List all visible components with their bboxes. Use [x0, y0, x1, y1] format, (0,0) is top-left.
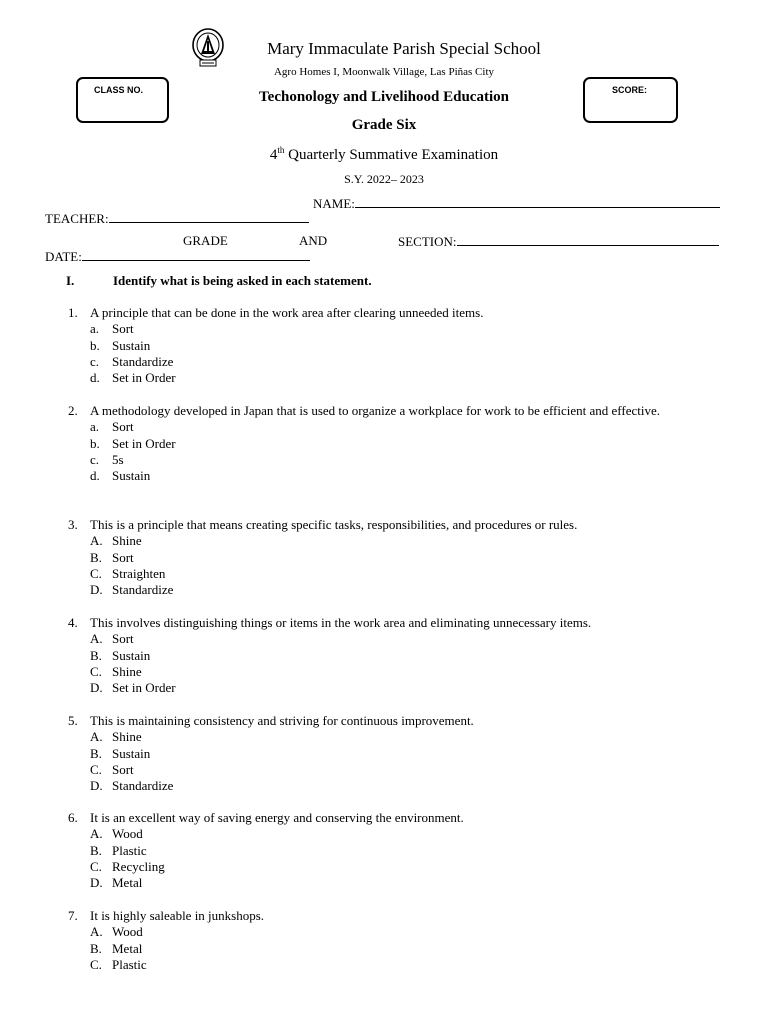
option-text: Shine [112, 729, 142, 745]
option-letter: A. [90, 729, 103, 745]
option-text: Wood [112, 826, 143, 842]
option-letter: C. [90, 858, 102, 874]
school-address: Agro Homes I, Moonwalk Village, Las Piñas City [273, 66, 495, 78]
option-text: 5s [112, 451, 124, 467]
option[interactable] [90, 664, 708, 680]
option-text: Set in Order [112, 680, 176, 696]
option-text: Sort [112, 631, 134, 647]
section-line[interactable] [457, 233, 719, 246]
question-text: This is maintaining consistency and striving for continuous improvement. [90, 713, 474, 728]
question-number: 6. [68, 810, 78, 825]
option-letter: a. [90, 321, 100, 337]
option-letter: D. [90, 680, 103, 696]
question-number: 4. [68, 615, 78, 630]
option[interactable] [90, 582, 708, 598]
option-letter: b. [90, 435, 100, 451]
section-label: SECTION: [398, 234, 457, 249]
option[interactable] [90, 826, 708, 842]
option-text: Set in Order [112, 435, 176, 451]
option-letter: a. [90, 419, 100, 435]
option[interactable] [90, 566, 708, 582]
option[interactable] [90, 859, 708, 875]
option[interactable] [90, 631, 708, 647]
option-letter: B. [90, 549, 102, 565]
option-letter: d. [90, 370, 100, 386]
question-text: This is a principle that means creating specific tasks, responsibilities, and procedures or rules. [90, 517, 578, 532]
question-7 [68, 908, 708, 973]
option[interactable] [90, 746, 708, 762]
option[interactable] [90, 468, 708, 484]
option-text: Plastic [112, 842, 147, 858]
exam-title-text: Quarterly Summative Examination [284, 147, 499, 163]
question-text: This involves distinguishing things or items in the work area and eliminating unnecessary items. [90, 615, 592, 630]
option[interactable] [90, 419, 708, 435]
option-text: Sort [112, 419, 134, 435]
option-letter: A. [90, 533, 103, 549]
and-label: AND [299, 233, 328, 248]
option[interactable] [90, 843, 708, 859]
option[interactable] [90, 957, 708, 973]
exam-ordinal-suffix: th [277, 145, 285, 155]
option-letter: C. [90, 663, 102, 679]
option-letter: C. [90, 956, 102, 972]
option[interactable] [90, 436, 708, 452]
option[interactable] [90, 924, 708, 940]
option-text: Standardize [112, 582, 174, 598]
option-text: Shine [112, 663, 142, 679]
option-text: Standardize [112, 778, 174, 794]
option-letter: A. [90, 924, 103, 940]
option-text: Shine [112, 533, 142, 549]
grade-label: GRADE [183, 233, 228, 248]
question-text: A methodology developed in Japan that is used to organize a workplace for work to be efficient and effective. [90, 403, 661, 418]
name-label: NAME: [313, 196, 355, 211]
option-text: Set in Order [112, 370, 176, 386]
question-5 [68, 713, 708, 794]
question-number: 7. [68, 908, 78, 923]
name-line[interactable] [355, 195, 720, 208]
date-line[interactable] [82, 248, 310, 261]
exam-ordinal: 4 [269, 147, 278, 163]
question-4 [68, 615, 708, 696]
option[interactable] [90, 941, 708, 957]
question-6 [68, 810, 708, 891]
option[interactable] [90, 729, 708, 745]
option-letter: A. [90, 631, 103, 647]
option-text: Plastic [112, 956, 147, 972]
option-letter: B. [90, 842, 102, 858]
option-letter: C. [90, 761, 102, 777]
school-name: Mary Immaculate Parish Special School [267, 39, 541, 58]
option-text: Recycling [112, 858, 165, 874]
option[interactable] [90, 338, 708, 354]
question-number: 3. [68, 517, 78, 532]
subject-title: Techonology and Livelihood Education [259, 89, 509, 105]
option-letter: A. [90, 826, 103, 842]
question-1 [68, 305, 708, 386]
option[interactable] [90, 680, 708, 696]
option[interactable] [90, 762, 708, 778]
option-text: Sustain [112, 337, 151, 353]
option-letter: D. [90, 875, 103, 891]
class-no-label: CLASS NO. [94, 85, 144, 95]
option-letter: c. [90, 451, 100, 467]
question-text: It is highly saleable in junkshops. [90, 908, 265, 923]
date-field[interactable] [45, 248, 310, 265]
date-label: DATE: [45, 249, 82, 264]
teacher-label: TEACHER: [45, 211, 109, 226]
question-text: It is an excellent way of saving energy and conserving the environment. [90, 810, 464, 825]
school-year: S.Y. 2022– 2023 [344, 172, 424, 186]
option[interactable] [90, 533, 708, 549]
option[interactable] [90, 648, 708, 664]
question-number: 2. [68, 403, 78, 418]
option-letter: c. [90, 353, 100, 369]
option-letter: D. [90, 778, 103, 794]
option-text: Sort [112, 761, 134, 777]
option-text: Sort [112, 549, 134, 565]
option[interactable] [90, 370, 708, 386]
name-field[interactable] [313, 195, 720, 212]
question-text: A principle that can be done in the work area after clearing unneeded items. [90, 305, 484, 320]
option-letter: B. [90, 647, 102, 663]
option-letter: B. [90, 745, 102, 761]
option-letter: C. [90, 565, 102, 581]
option[interactable] [90, 875, 708, 891]
question-3 [68, 517, 708, 598]
grade-level: Grade Six [351, 117, 417, 133]
section-field[interactable] [398, 233, 719, 250]
teacher-line[interactable] [109, 210, 309, 223]
option-text: Sustain [112, 647, 151, 663]
section-instruction: Identify what is being asked in each statement. [113, 273, 372, 288]
option-text: Sustain [112, 468, 151, 484]
question-number: 1. [68, 305, 78, 320]
option-text: Metal [112, 940, 143, 956]
option-letter: d. [90, 468, 100, 484]
option-text: Straighten [112, 565, 166, 581]
option[interactable] [90, 550, 708, 566]
score-label: SCORE: [612, 85, 648, 95]
section-number: I. [66, 273, 75, 288]
question-2 [68, 403, 708, 484]
option-letter: b. [90, 337, 100, 353]
option-text: Metal [112, 875, 143, 891]
option-letter: B. [90, 940, 102, 956]
option[interactable] [90, 354, 708, 370]
question-number: 5. [68, 713, 78, 728]
option-text: Sustain [112, 745, 151, 761]
option-text: Wood [112, 924, 143, 940]
exam-title [0, 145, 768, 164]
section-heading [66, 273, 372, 289]
option-text: Standardize [112, 353, 174, 369]
option[interactable] [90, 778, 708, 794]
teacher-field[interactable] [45, 210, 309, 227]
option-letter: D. [90, 582, 103, 598]
option[interactable] [90, 452, 708, 468]
option[interactable] [90, 321, 708, 337]
option-text: Sort [112, 321, 134, 337]
